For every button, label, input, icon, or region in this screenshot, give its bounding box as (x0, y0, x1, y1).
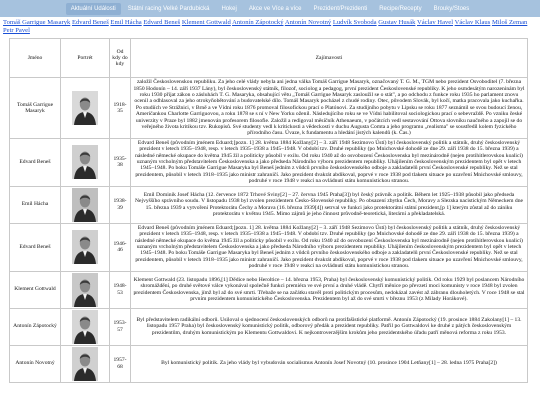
president-bio: Byl představitelem radikální odborů. Usiloval o sjednocení československých odborů na protifašistické platformě. Antonín Zápotocký (19. prosince 1884 Zakolany[1] – 13. listopadu 1957 Praha) byl československý komunistický politik, odborový předák a prezident republiky. Patřil po Gottwaldovi ke druhé z pátých československým prezidentům, druhým komunistickým po Klementu Gottwaldovi. K nejkontroverzějším krokům jeho prezidentského úřadu patří měnová reforma z roku 1953. (131, 308, 528, 345)
portrait-cell (61, 345, 110, 382)
term-years: 1957-68 (110, 345, 131, 382)
president-link[interactable]: Klement Gottwald (181, 19, 231, 26)
portrait-photo (72, 188, 98, 222)
president-bio: Klement Gottwald (23. listopadu 1896,[1] Dědice nebo Heroltice – 14. března 1953, Praha) byl československý komunistický politik. Od roku 1929 byl poslancem Národního shromáždění, po druhé světové válce vykonával společně funkci premiéra ve své první a druhé vládě. Chytří měnice po převzetí moci komunisty v roce 1948 byl zvolen prezidentem Československa, jímž byl až do své smrti. Třebaže se na začátku stavěl proti politickým procesům, nedokázal zavést až zábranu dlouholetých. V roce 1948 se stal prvním prezidentem komunistického Československa. Prezidentem byl až do své smrti v březnu 1953 (z Milady Horákové). (131, 271, 528, 308)
president-links (0, 17, 540, 34)
president-bio: Emil Dominik Josef Hácha (12. července 1872 Trhové Sviny[2] – 27. června 1945 Praha[3]) byl český právník a politik. Během let 1925–1938 působil jako předseda Nejvyššího správního soudu. V listopadu 1938 byl zvolen prezidentem Česko-Slovenské republiky. Po obsazení zbytku Čech, Moravy a Slezska nacistickým Německem dne 15. března 1939 a vytvoření Protektorátu Čechy a Morava (16. března 1939[4]) setrval ve funkci jako protektorátní státní prezident,[p 1] kterým zůstal až do zániku protektorátu v květnu 1945. Mimo zájmů je jeho činnost průvodně-teoretická, literární a překladatelská. (131, 186, 528, 223)
term-years: 1918-35 (110, 78, 131, 139)
header-portrait: Portrét (61, 39, 110, 78)
presidents-table (9, 38, 528, 382)
term-years: 1953-57 (110, 308, 131, 345)
term-years: 1938-39 (110, 186, 131, 223)
table-row (10, 223, 528, 271)
table-header-row (10, 39, 528, 78)
nav-item-2[interactable]: Hokej (221, 5, 237, 12)
header-bio: Zajímavosti (131, 39, 528, 78)
portrait-cell (61, 271, 110, 308)
portrait-cell (61, 308, 110, 345)
table-row (10, 138, 528, 186)
president-name: Emil Hácha (10, 186, 61, 223)
top-navigation (0, 0, 540, 17)
president-name: Edvard Beneš (10, 138, 61, 186)
portrait-cell (61, 138, 110, 186)
president-name: Klement Gottwald (10, 271, 61, 308)
president-link[interactable]: Tomáš Garrigue Masaryk (3, 19, 71, 26)
president-link[interactable]: Edvard Beneš (143, 19, 181, 26)
president-link[interactable]: Petr Pavel (3, 26, 30, 34)
term-years: 1935-38 (110, 138, 131, 186)
table-row (10, 308, 528, 345)
table-row (10, 271, 528, 308)
president-link[interactable]: Antonín Zápotocký (232, 19, 284, 26)
president-link[interactable]: Václav Havel (416, 19, 454, 26)
president-link[interactable]: Emil Hácha (110, 19, 142, 26)
president-link[interactable]: Gustav Husák (378, 19, 416, 26)
portrait-cell (61, 223, 110, 271)
table-row (10, 78, 528, 139)
president-link[interactable]: Edvard Beneš (71, 19, 109, 26)
president-bio: Byl komunistický politik. Za jeho vlády byl vybudován socialismus Antonín Josef Novotný (10. prosince 1904 Letňany[1] – 28. ledna 1975 Praha[2]) (131, 345, 528, 382)
term-years: 1948-53 (110, 271, 131, 308)
portrait-cell (61, 78, 110, 139)
portrait-photo (72, 273, 98, 307)
table-row (10, 345, 528, 382)
nav-item-5[interactable]: Recipe/Recepty (379, 5, 422, 12)
nav-item-6[interactable]: Brouky/Stoes (433, 5, 470, 12)
president-link[interactable]: Václav Klaus (454, 19, 491, 26)
portrait-photo (72, 347, 98, 381)
header-years: Od kdy do kdy (110, 39, 131, 78)
portrait-cell (61, 186, 110, 223)
nav-item-3[interactable]: Akce ve Více a více (248, 5, 302, 12)
president-name: Antonín Novotný (10, 345, 61, 382)
president-link[interactable]: Antonín Novotný (284, 19, 332, 26)
portrait-photo (72, 145, 98, 179)
president-bio: založil Československou republiku. Za jeho celé vlády nebyla ani jedna válka Tomáš Garrigue Masaryk, označovaný T. G. M., TGM nebo prezident Osvoboditel (7. března 1850 Hodonín – 14. září 1937 Lány), byl československý státník, filozof, sociolog a pedagog, první prezident Československé republiky. K jeho osmdesátým narozeninám byl roku 1930 přijat zákon o zásluhách T. G. Masaryka, obsahující větu „Tomáš Garrigue Masaryk zasloužil se o stát", a po odchodu z funkce roku 1935 ho parlament znovu ocenil a odhlasoval za jeho otrokyňobětování a budovatelské dílo. Tomáš Masaryk pocházel z chudé rodiny. Otec, původem Slovák, byl kočí, matka pracovala jako kuchařka. Po studiích ve Strážnici, v Brně a ve Vídni roku 1876 promoval filosofickou prací o Platónovi. Za studijního pobytu v Lipsku se roku 1877 seznámil se svou budoucí ženou, Američankou Charlotte Garriguovou, a roku 1878 se s ní v New Yorku oženil. Následujícího roku se ve Vídni habilitoval sociologickou prací o sebevraždě. Po vzniku české univerzity v Praze byl 1882 jmenován profesorem filosofie. Založil a redigoval měsíčník Athenaeum, v počátcích vedl sestavování Ottova slovníku naučného a zapojil se do veřejného života kritikou tzv. Rukopisů. Své studenty vedl k kritickosti a vědeckosti v duchu Augusta Comta a jeho programu „realisma" se soustředil kolem fyzického přírodního času. Úvaze, k fundamentu a hledání jistých kalendů (k. Čas.) (131, 78, 528, 139)
portrait-photo (72, 230, 98, 264)
president-name: Antonín Zápotocký (10, 308, 61, 345)
president-bio: Edvard Beneš (původním jménem Eduard;[pozn. 1] 28. května 1884 Kožlany[2] – 3. září 1948 Sezimovo Ústí) byl československý politik a státník, druhý československý prezident v letech 1935–1948, resp. v letech 1935–1938 a 1945–1948. V období tzv. Druhé republiky (po Mnichovské dohodě ze dne 29. září 1938 do 15. března 1939) a následné německé okupace do května 1945 žil a politicky působil v exilu. Od roku 1940 až do osvobození Československa byl mezinárodně (nejen protihitlerovskou koalicí) uznaným vrcholným představitelem Československa a jako předseda Národního výboru prezidentem republiky. Uhájilením československým prezidentem byl opět v letech 1945–1948. Po boku Tomáše Garrigue Masaryka byl Beneš jedním z vůdců prvního československého odboje a zakladatelů první Československé republiky. Než se stal prezidentem, působil v letech 1918–1935 jako ministr zahraničí. Jako prezident dvakrát abdikoval, poprvé v roce 1938 pod tlakem situace po uzavření Mnichovské smlouvy, podruhé v roce 1948 v reakci na ovládnutí státu komunistickou stranou. (131, 223, 528, 271)
nav-item-4[interactable]: Prezident/Prezidenti (313, 5, 368, 12)
nav-item-1[interactable]: Státní racing Velké Pardubická (127, 5, 210, 12)
header-name: Jméno (10, 39, 61, 78)
president-bio: Edvard Beneš (původním jménem Eduard;[pozn. 1] 28. května 1884 Kožlany[2] – 3. září 1948 Sezimovo Ústí) byl československý politik a státník, druhý československý prezident v letech 1935–1948, resp. v letech 1935–1938 a 1945–1948. V období tzv. Druhé republiky (po Mnichovské dohodě ze dne 29. září 1938 do 15. března 1939) a následné německé okupace do května 1945 žil a politicky působil v exilu. Od roku 1940 až do osvobození Československa byl mezinárodně (nejen protihitlerovskou koalicí) uznaným vrcholným představitelem Československa a jako předseda Národního výboru prezidentem republiky. Uhájilením československým prezidentem byl opět v letech 1945–1948. Po boku Tomáše Garrigue Masaryka byl Beneš jedním z vůdců prvního československého odboje a zakladatelů první Československé republiky. Než se stal prezidentem, působil v letech 1918–1935 jako ministr zahraničí. Jako prezident dvakrát abdikoval, poprvé v roce 1938 pod tlakem situace po uzavření Mnichovské smlouvy, podruhé v roce 1948 v reakci na ovládnutí státu komunistickou stranou. (131, 138, 528, 186)
term-years: 1946-46 (110, 223, 131, 271)
portrait-photo (72, 310, 98, 344)
portrait-photo (72, 91, 98, 125)
president-link[interactable]: Miloš Zeman (491, 19, 528, 26)
table-row (10, 186, 528, 223)
nav-item-0[interactable]: Aktuální Události (66, 3, 121, 15)
president-name: Edvard Beneš (10, 223, 61, 271)
president-name: Tomáš Garrigue Masaryk (10, 78, 61, 139)
president-link[interactable]: Ludvík Svoboda (332, 19, 377, 26)
